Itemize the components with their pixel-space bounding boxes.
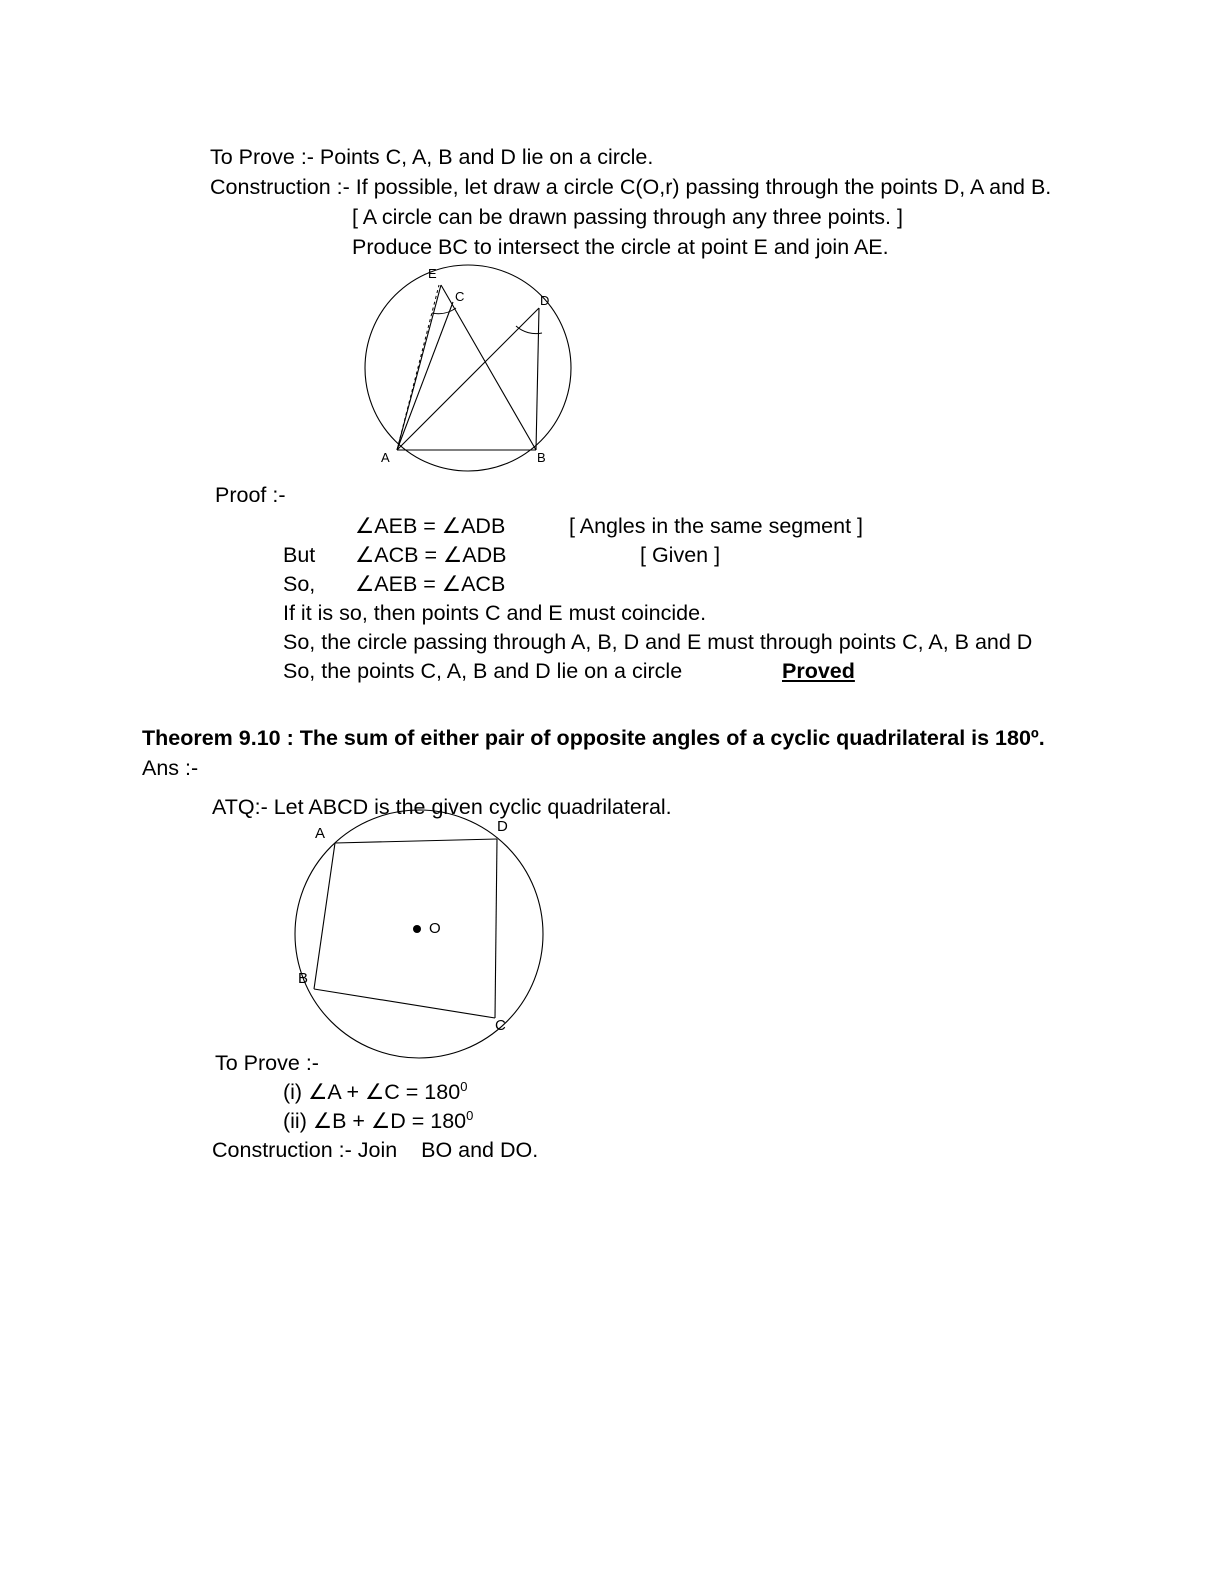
figure-1-label-d: D bbox=[540, 293, 550, 308]
proof-step-2-statement: ∠ACB = ∠ADB bbox=[355, 543, 507, 567]
figure-1-label-a: A bbox=[381, 450, 390, 465]
segment-ad bbox=[397, 308, 539, 450]
proof-conclusion-1: If it is so, then points C and E must coincide. bbox=[283, 601, 707, 625]
ans-label: Ans :- bbox=[142, 756, 199, 780]
construction-produce-line: Produce BC to intersect the circle at point E and join AE. bbox=[352, 235, 889, 259]
to-prove-item-ii bbox=[283, 1106, 473, 1136]
figure-1-label-c: C bbox=[455, 289, 465, 304]
segment-eb-through-c bbox=[441, 285, 536, 450]
to-prove-line-1: To Prove :- Points C, A, B and D lie on a circle. bbox=[210, 145, 654, 169]
to-prove-item-ii-degree: 0 bbox=[466, 1107, 474, 1123]
figure-2-svg bbox=[285, 805, 565, 1035]
theorem-heading: Theorem 9.10 : The sum of either pair of opposite angles of a cyclic quadrilateral is 180º. bbox=[142, 726, 1045, 750]
proof-conclusion-2: So, the circle passing through A, B, D and E must through points C, A, B and D bbox=[283, 630, 1033, 654]
figure-2-label-b: B bbox=[298, 970, 309, 987]
proof-conclusion-3: So, the points C, A, B and D lie on a circle bbox=[283, 659, 683, 683]
to-prove-item-i-text: (i) ∠A + ∠C = 180 bbox=[283, 1080, 461, 1104]
construction-line-2: Construction :- Join BO and DO. bbox=[212, 1138, 539, 1162]
figure-2-label-a: A bbox=[315, 825, 326, 842]
proof-step-1-reason: [ Angles in the same segment ] bbox=[569, 514, 863, 538]
figure-1-svg bbox=[340, 262, 590, 472]
segment-ac bbox=[397, 302, 453, 450]
proof-step-2-prefix: But bbox=[283, 543, 316, 567]
to-prove-item-i-degree: 0 bbox=[460, 1078, 468, 1094]
proved-label: Proved bbox=[782, 659, 855, 683]
figure-2-label-o: O bbox=[429, 920, 441, 937]
figure-1-label-b: B bbox=[537, 450, 546, 465]
angle-arc-at-e bbox=[432, 308, 456, 314]
construction-line-1: Construction :- If possible, let draw a circle C(O,r) passing through the points D, A and B. bbox=[210, 175, 1052, 199]
proof-step-2-reason: [ Given ] bbox=[640, 543, 721, 567]
proof-label: Proof :- bbox=[215, 483, 286, 507]
construction-note-1: [ A circle can be drawn passing through any three points. ] bbox=[352, 205, 903, 229]
proof-step-3-statement: ∠AEB = ∠ACB bbox=[355, 572, 506, 596]
to-prove-item-i bbox=[283, 1077, 467, 1107]
figure-cyclic-quadrilateral bbox=[285, 805, 565, 1035]
segment-ba-quad bbox=[314, 843, 335, 989]
segment-ad-quad bbox=[335, 839, 497, 843]
to-prove-label-2: To Prove :- bbox=[215, 1051, 319, 1075]
proof-step-1-statement: ∠AEB = ∠ADB bbox=[355, 514, 506, 538]
proof-step-3-prefix: So, bbox=[283, 572, 316, 596]
segment-db bbox=[536, 308, 539, 450]
segment-cb-quad bbox=[314, 989, 495, 1018]
figure-circle-ecdab bbox=[340, 262, 590, 472]
figure-2-label-c: C bbox=[495, 1017, 506, 1034]
center-point-dot bbox=[413, 925, 421, 933]
atq-line: ATQ:- Let ABCD is the given cyclic quadrilateral. bbox=[212, 795, 672, 819]
figure-1-label-e: E bbox=[428, 266, 437, 281]
figure-2-label-d: D bbox=[497, 818, 508, 835]
segment-ae-dashed bbox=[397, 285, 439, 450]
segment-dc-quad bbox=[495, 839, 497, 1018]
to-prove-item-ii-text: (ii) ∠B + ∠D = 180 bbox=[283, 1109, 467, 1133]
